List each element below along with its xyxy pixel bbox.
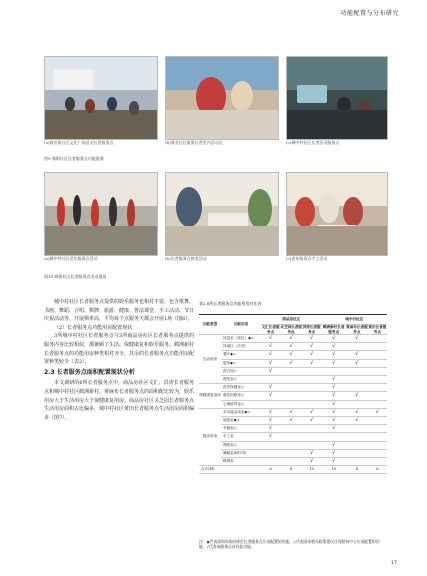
mark-cell: √ xyxy=(346,335,368,343)
mark-cell: √ xyxy=(302,351,321,359)
table-row xyxy=(199,343,387,351)
mark-cell xyxy=(346,458,368,466)
room-name-cell: 舞蹈室/KTV室 xyxy=(221,449,261,457)
mark-cell: √ xyxy=(346,408,368,416)
mark-cell xyxy=(346,433,368,441)
photo-9c xyxy=(286,56,388,140)
column-header: 文汇长者服务点 xyxy=(261,325,280,334)
room-name-cell: 厨房◆◇ xyxy=(221,359,261,367)
figure-10-caption: 图10 商街社区长者服务点活动现场 xyxy=(44,274,107,279)
mark-cell: √ xyxy=(321,400,346,408)
mark-cell xyxy=(368,417,387,425)
mark-cell xyxy=(368,433,387,441)
mark-cell: √ xyxy=(261,408,280,416)
room-name-cell: 棋牌室 xyxy=(221,458,261,466)
page-header-title: 功能配置与分布研究 xyxy=(340,10,399,17)
mark-cell: √ xyxy=(280,351,302,359)
mark-cell: √ xyxy=(261,343,280,351)
paragraph: （2）长者服务点功能用房配置现状 xyxy=(54,324,133,331)
mark-cell: √ xyxy=(261,392,280,400)
mark-cell xyxy=(346,449,368,457)
mark-cell xyxy=(280,441,302,449)
mark-cell xyxy=(368,351,387,359)
table-row xyxy=(199,376,387,384)
table-note: 注：◆代表深圳市政府规定长者服务点应该配置的功能，◇代表国家相关政策建议日间照料中心应该配置的功能，√代表该服务点具有此功能。 xyxy=(199,539,380,550)
mark-cell xyxy=(261,400,280,408)
mark-cell xyxy=(321,433,346,441)
mark-cell xyxy=(368,376,387,384)
total-cell: 10 xyxy=(321,466,346,474)
table-caption: 表2 6所长者服务点功能用房对比表 xyxy=(199,301,262,306)
table-row xyxy=(199,425,387,433)
mark-cell: √ xyxy=(346,359,368,367)
paragraph: 本文调研的6所长者服务点中，商品房社区文汇、洪涛长者服务点和城中村社区鹤洲新村、黄麻布长者服务点的面积配比较为，娱乐用房大于生活用房大于保健康复用房。商品房社区灵芝园长者服务点生活用房面积占比偏多，城中村社区黄田长者服务点生活用房面积偏多（图7）。 xyxy=(44,380,195,421)
column-header: 黄田长者服务点 xyxy=(368,325,387,334)
total-cell: 10 xyxy=(302,466,321,474)
mark-cell: √ xyxy=(302,343,321,351)
mark-cell: √ xyxy=(261,433,280,441)
mark-cell: √ xyxy=(346,351,368,359)
photo-9b xyxy=(165,56,279,140)
caption-10c: (c)老年服务点手工活动 xyxy=(286,256,328,261)
room-name-cell: 理发室◇ xyxy=(221,376,261,384)
mark-cell: √ xyxy=(261,335,280,343)
header-type: 功能类型 xyxy=(199,315,221,335)
mark-cell: √ xyxy=(321,392,346,400)
caption-10b: (b)长者服务点棋类活动 xyxy=(165,256,207,261)
column-header: 鹤洲新村长者服务点 xyxy=(322,325,345,334)
room-name-cell: 网吧室◇ xyxy=(221,441,261,449)
mark-cell: √ xyxy=(368,408,387,416)
room-name-cell: 阅览室◆◇ xyxy=(221,417,261,425)
header-group-commercial: 商品房社区 xyxy=(261,315,321,325)
column-header: 黄麻布长者服务点 xyxy=(346,325,368,334)
mark-cell: √ xyxy=(321,449,346,457)
table-row xyxy=(199,359,387,367)
figure-9-caption: 图9 商街社区长者服务点功能服务 xyxy=(44,156,104,161)
page-number: 17 xyxy=(390,560,397,566)
mark-cell: √ xyxy=(302,359,321,367)
room-name-cell: 心理疏导室◇ xyxy=(221,400,261,408)
mark-cell xyxy=(261,458,280,466)
total-label: 合计(种) xyxy=(199,466,261,474)
mark-cell xyxy=(368,400,387,408)
mark-cell: √ xyxy=(321,335,346,343)
table-row xyxy=(199,367,387,375)
mark-cell: √ xyxy=(261,425,280,433)
photo-10c xyxy=(286,172,388,256)
total-cell: 8 xyxy=(280,466,302,474)
function-type-cell: 娱乐用房 xyxy=(199,408,221,465)
mark-cell: √ xyxy=(280,417,302,425)
mark-cell: √ xyxy=(261,359,280,367)
mark-cell: √ xyxy=(321,384,346,392)
total-cell: 6 xyxy=(368,466,387,474)
function-type-cell: 保健康复用房 xyxy=(199,384,221,409)
mark-cell xyxy=(346,400,368,408)
total-row xyxy=(199,466,387,474)
mark-cell xyxy=(346,441,368,449)
table-row xyxy=(199,441,387,449)
mark-cell: √ xyxy=(280,335,302,343)
mark-cell xyxy=(368,449,387,457)
caption-9a: (a)商业街社区文化广场活动长者服务点 xyxy=(44,140,114,145)
mark-cell: √ xyxy=(261,367,280,375)
mark-cell xyxy=(302,384,321,392)
mark-cell: √ xyxy=(346,392,368,400)
table-row xyxy=(199,351,387,359)
mark-cell xyxy=(280,425,302,433)
table-row xyxy=(199,400,387,408)
mark-cell xyxy=(302,433,321,441)
mark-cell xyxy=(280,433,302,441)
mark-cell xyxy=(302,425,321,433)
room-name-cell: 休息室（床位）◆◇ xyxy=(221,335,261,343)
total-cell: 6 xyxy=(261,466,280,474)
room-name-cell: 多功能活动室◆◇ xyxy=(221,408,261,416)
room-name-cell: 休闲区（沙发） xyxy=(221,343,261,351)
function-room-table xyxy=(199,314,387,474)
mark-cell: √ xyxy=(321,458,346,466)
photo-10a xyxy=(44,172,158,256)
mark-cell: √ xyxy=(302,417,321,425)
mark-cell xyxy=(368,367,387,375)
mark-cell: √ xyxy=(321,425,346,433)
mark-cell: √ xyxy=(321,376,346,384)
caption-10a: (a)城中村社区老年服务点活动 xyxy=(44,256,98,261)
section-heading: 2.3 长者服务点面积配置现状分析 xyxy=(44,368,135,376)
mark-cell xyxy=(368,343,387,351)
mark-cell xyxy=(368,458,387,466)
room-name-cell: 康复训练室◇ xyxy=(221,392,261,400)
mark-cell xyxy=(261,449,280,457)
mark-cell xyxy=(261,376,280,384)
mark-cell: √ xyxy=(261,417,280,425)
mark-cell xyxy=(368,392,387,400)
mark-cell xyxy=(368,359,387,367)
mark-cell xyxy=(302,376,321,384)
mark-cell xyxy=(280,376,302,384)
room-name-cell: 书画室◇ xyxy=(221,425,261,433)
mark-cell xyxy=(280,449,302,457)
header-room: 功能用房 xyxy=(221,315,261,335)
mark-cell xyxy=(302,400,321,408)
mark-cell: √ xyxy=(302,449,321,457)
mark-cell xyxy=(368,384,387,392)
mark-cell xyxy=(261,441,280,449)
column-header: 灵芝园长者服务点 xyxy=(280,325,302,334)
paragraph: 3所城中村社区长者服务点与3所商品房社区长者服务点提供的服务内容比较相似，都兼顾了生活、保健康复和娱乐服务。鹤洲新村长者服务点的功能用房种类相对齐全，其余的长者服务点功能用房配置种类较少（表2）。 xyxy=(44,333,195,366)
mark-cell: √ xyxy=(261,351,280,359)
mark-cell: √ xyxy=(261,384,280,392)
mark-cell: √ xyxy=(302,458,321,466)
table-row xyxy=(199,335,387,343)
body-text xyxy=(44,298,194,422)
mark-cell: √ xyxy=(321,408,346,416)
mark-cell xyxy=(280,392,302,400)
mark-cell xyxy=(280,400,302,408)
mark-cell xyxy=(280,384,302,392)
mark-cell xyxy=(302,392,321,400)
paragraph: 城中村社区长者服务点提供的娱乐服务也相对丰富，包含歌舞、书画、舞蹈、合唱、棋牌、旅游、健康、普法课堂、手工活动、节日庆祝活动等，开展频率高，平均每个点服务天都会开展1场（图6）。 xyxy=(44,299,195,323)
header-group-village: 城中村社区 xyxy=(321,315,387,325)
room-name-cell: 医疗保健室◇ xyxy=(221,384,261,392)
mark-cell: √ xyxy=(280,359,302,367)
caption-9c: (c)城中村社区长者活动服务点 xyxy=(286,140,340,145)
table-row xyxy=(199,458,387,466)
photo-10b xyxy=(165,172,279,256)
mark-cell xyxy=(321,367,346,375)
table-row xyxy=(199,449,387,457)
mark-cell xyxy=(368,425,387,433)
mark-cell: √ xyxy=(280,408,302,416)
table-row xyxy=(199,417,387,425)
mark-cell xyxy=(280,367,302,375)
mark-cell xyxy=(368,441,387,449)
room-name-cell: 手工室 xyxy=(221,433,261,441)
column-header: 洪涛长者服务点 xyxy=(302,325,321,334)
mark-cell xyxy=(302,441,321,449)
function-type-cell: 生活用房 xyxy=(199,335,221,384)
mark-cell: √ xyxy=(280,343,302,351)
mark-cell xyxy=(346,384,368,392)
mark-cell xyxy=(302,367,321,375)
mark-cell xyxy=(280,458,302,466)
mark-cell: √ xyxy=(346,417,368,425)
mark-cell: √ xyxy=(321,343,346,351)
mark-cell: √ xyxy=(321,417,346,425)
table-row xyxy=(199,408,387,416)
mark-cell xyxy=(346,376,368,384)
room-name-cell: 餐厅◆◇ xyxy=(221,351,261,359)
mark-cell: √ xyxy=(321,441,346,449)
table-row xyxy=(199,392,387,400)
mark-cell xyxy=(368,335,387,343)
total-cell: 8 xyxy=(346,466,368,474)
mark-cell: √ xyxy=(302,408,321,416)
mark-cell xyxy=(346,425,368,433)
caption-9b: (b)商业社区服务长者室内活动点 xyxy=(165,140,223,145)
mark-cell: √ xyxy=(321,359,346,367)
room-name-cell: 洗衣房◇ xyxy=(221,367,261,375)
mark-cell: √ xyxy=(302,335,321,343)
mark-cell xyxy=(346,343,368,351)
mark-cell: √ xyxy=(321,351,346,359)
photo-9a xyxy=(44,56,158,140)
table-row xyxy=(199,384,387,392)
mark-cell xyxy=(346,367,368,375)
table-row xyxy=(199,433,387,441)
